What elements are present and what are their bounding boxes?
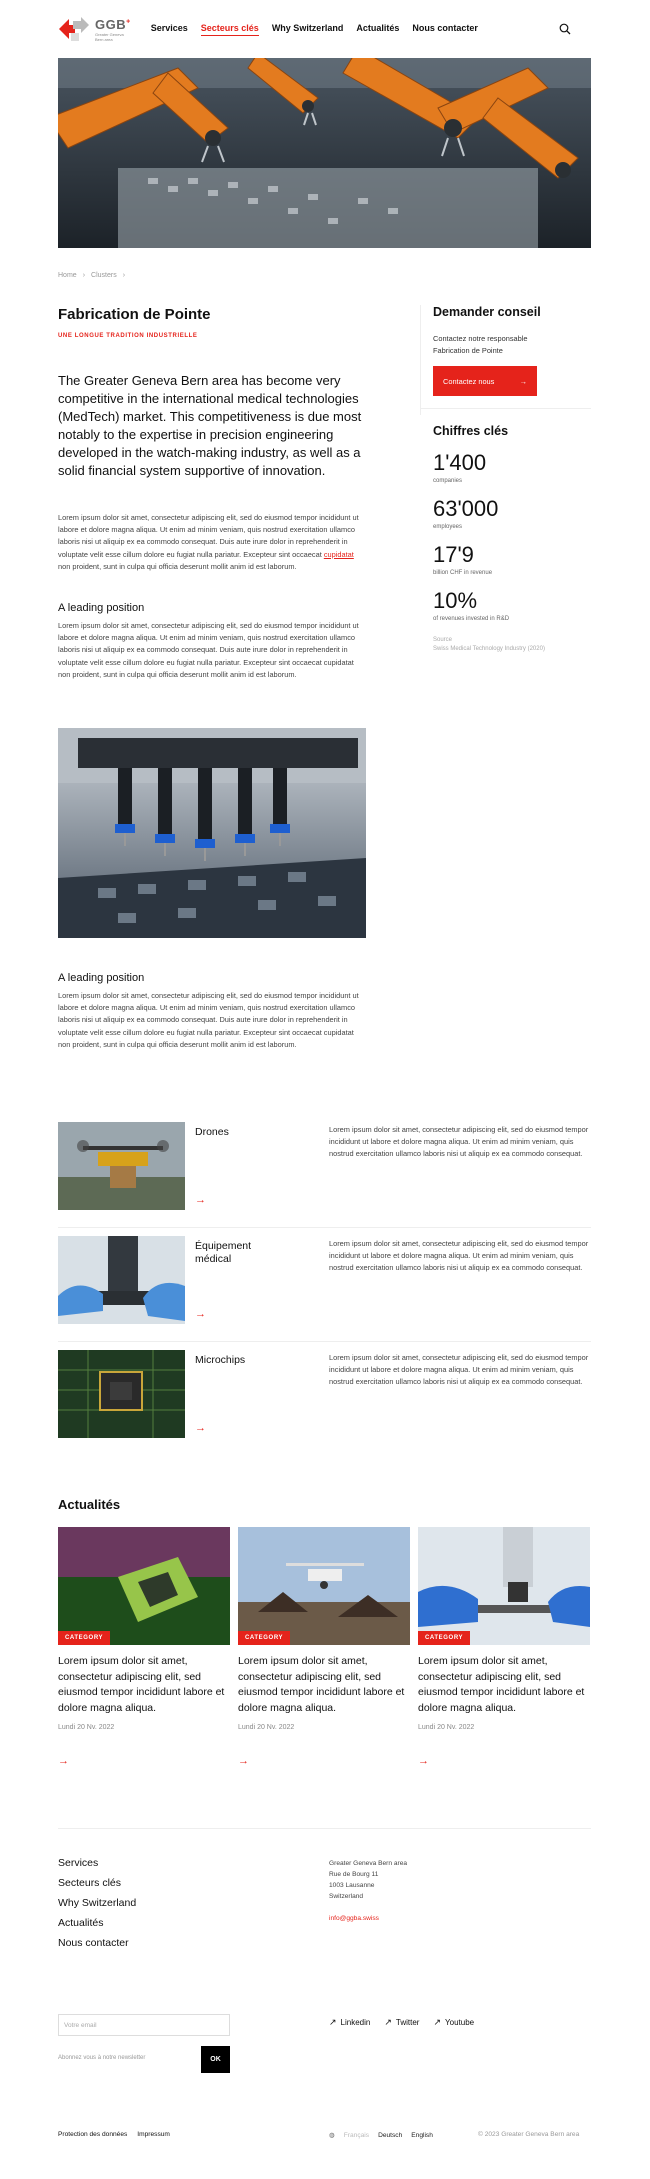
legal-privacy[interactable]: Protection des données xyxy=(58,2131,128,2138)
logo-text: GGB+ xyxy=(95,16,131,32)
arrow-up-right-icon: ↗ xyxy=(384,2017,392,2027)
cluster-list xyxy=(58,1114,591,1456)
social-youtube[interactable]: ↗ Youtube xyxy=(433,2017,475,2027)
stat-companies xyxy=(433,452,591,484)
news-card[interactable] xyxy=(418,1527,590,1767)
news-card[interactable] xyxy=(238,1527,410,1767)
advice-description: Contactez notre responsable Fabrication de Pointe xyxy=(433,334,528,355)
news-category-badge: CATEGORY xyxy=(58,1631,110,1645)
breadcrumb xyxy=(58,272,125,279)
news-card[interactable] xyxy=(58,1527,230,1767)
lang-en[interactable]: English xyxy=(411,2131,433,2139)
social-links xyxy=(329,2017,474,2028)
lang-fr[interactable]: Français xyxy=(343,2131,370,2139)
cluster-description: Lorem ipsum dolor sit amet, consectetur adipiscing elit, sed do eiusmod tempor incididunt ut labore et dolore magna aliqua. Ut enim ad minim veniam, quis nostrud exercitation ullamco laboris nisi ut aliquip ex ea commodo consequat. xyxy=(329,1353,589,1386)
paragraph-1: Lorem ipsum dolor sit amet, consectetur adipiscing elit, sed do eiusmod tempor incididunt ut labore et dolore magna aliqua. Ut enim ad minim veniam, quis nostrud exercitation ullamco laboris nisi ut aliquip ex ea commodo consequat. Duis aute irure dolor in reprehenderit in voluptate velit esse cillum dolore eu fugiat nulla pariatur. Excepteur sint occaecat cupidatat non proident, sunt in culpa qui officia deserunt mollit anim id est laborum. xyxy=(58,513,359,571)
logo[interactable] xyxy=(59,17,131,42)
nav-secteurs-cles[interactable]: Secteurs clés xyxy=(201,23,259,36)
arrow-right-icon[interactable]: → xyxy=(195,1308,206,1320)
news-card-image xyxy=(238,1527,410,1645)
news-card-image xyxy=(418,1527,590,1645)
news-card-title: Lorem ipsum dolor sit amet, consectetur adipiscing elit, sed eiusmod tempor incididunt labore et dolore magna aliqua. xyxy=(58,1655,225,1714)
legal-impressum[interactable]: Impressum xyxy=(137,2131,170,2138)
nav-services[interactable]: Services xyxy=(150,22,188,33)
stat-value: 10% xyxy=(433,588,478,613)
nav-actualites[interactable]: Actualités xyxy=(356,22,400,33)
paragraph-2: Lorem ipsum dolor sit amet, consectetur adipiscing elit, sed do eiusmod tempor incididunt ut labore et dolore magna aliqua. Ut enim ad minim veniam, quis nostrud exercitation ullamco laboris nisi ut aliquip ex ea commodo consequat. Duis aute irure dolor in reprehenderit in voluptate velit esse cillum dolore eu fugiat nulla pariatur. Excepteur sint occaecat cupidatat non proident, sunt in culpa qui officia deserunt mollit anim id est laborum. xyxy=(58,621,359,679)
lang-de[interactable]: Deutsch xyxy=(378,2131,403,2139)
stats-source: Source Swiss Medical Technology Industry (2020) xyxy=(433,637,545,652)
footer-nav-actualites[interactable]: Actualités xyxy=(58,1917,104,1929)
arrow-right-icon[interactable]: → xyxy=(195,1194,206,1206)
cluster-name: Équipement médical xyxy=(195,1240,252,1265)
social-twitter[interactable]: ↗ Twitter xyxy=(384,2017,420,2027)
arrow-up-right-icon: ↗ xyxy=(433,2017,442,2027)
news-card-image xyxy=(58,1527,230,1645)
section-title-2: A leading position xyxy=(58,972,145,984)
stats-title: Chiffres clés xyxy=(433,424,509,438)
arrow-right-icon[interactable]: → xyxy=(195,1422,206,1434)
stat-label: billion CHF in revenue xyxy=(433,570,493,576)
stat-rnd xyxy=(433,590,591,622)
article-image xyxy=(58,728,366,938)
sidebar xyxy=(420,305,591,654)
cluster-item[interactable] xyxy=(58,1114,591,1228)
search-icon[interactable] xyxy=(559,23,571,35)
breadcrumb-home[interactable]: Home xyxy=(58,272,77,279)
news-category-badge: CATEGORY xyxy=(418,1631,470,1645)
logo-tagline: Greater Geneva Bern area xyxy=(95,31,124,42)
page-kicker: UNE LONGUE TRADITION INDUSTRIELLE xyxy=(58,333,198,339)
newsletter-label: Abonnez vous à notre newsletter xyxy=(58,2055,146,2061)
news-list xyxy=(58,1527,591,1767)
page-title: Fabrication de Pointe xyxy=(58,306,211,323)
breadcrumb-clusters[interactable]: Clusters xyxy=(91,272,117,279)
footer-nav-why-switzerland[interactable]: Why Switzerland xyxy=(58,1897,137,1909)
arrow-up-right-icon: ↗ xyxy=(329,2017,337,2027)
contact-button[interactable] xyxy=(433,366,537,396)
stat-employees xyxy=(433,498,591,530)
legal-links xyxy=(58,2131,170,2138)
nav-why-switzerland[interactable]: Why Switzerland xyxy=(271,22,344,33)
news-category-badge: CATEGORY xyxy=(238,1631,290,1645)
advice-title: Demander conseil xyxy=(433,305,541,319)
paragraph-3: Lorem ipsum dolor sit amet, consectetur adipiscing elit, sed do eiusmod tempor incididunt ut labore et dolore magna aliqua. Ut enim ad minim veniam, quis nostrud exercitation ullamco laboris nisi ut aliquip ex ea commodo consequat. Duis aute irure dolor in reprehenderit in voluptate velit esse cillum dolore eu fugiat nulla pariatur. Excepteur sint occaecat cupidatat non proident, sunt in culpa qui officia deserunt mollit anim id est laborum. xyxy=(58,991,359,1049)
footer-address: Greater Geneva Bern area Rue de Bourg 11 1003 Lausanne Switzerland xyxy=(329,1860,408,1900)
footer-email-link[interactable]: info@ggba.swiss xyxy=(329,1915,379,1922)
news-section-title: Actualités xyxy=(58,1497,121,1512)
logo-mark-icon xyxy=(59,17,89,41)
newsletter-email-input[interactable]: Votre email xyxy=(58,2014,230,2036)
cluster-image-drones xyxy=(58,1122,185,1210)
arrow-right-icon[interactable]: → xyxy=(58,1755,69,1767)
arrow-right-icon[interactable]: → xyxy=(238,1755,249,1767)
stat-value: 17'9 xyxy=(433,542,474,567)
footer-divider xyxy=(58,1828,591,1829)
stat-label: of revenues invested in R&D xyxy=(433,616,510,622)
arrow-right-icon: → xyxy=(519,376,527,386)
lead-paragraph: The Greater Geneva Bern area has become very competitive in the international medical technologies (MedTech) market. This competitiveness is due most notably to the expertise in precision engineering developed in the watch-making industry, as well as a solid financial system supportive of innovation. xyxy=(58,373,362,478)
stat-value: 1'400 xyxy=(433,450,487,475)
social-linkedin[interactable]: ↗ Linkedin xyxy=(329,2017,371,2027)
cluster-description: Lorem ipsum dolor sit amet, consectetur adipiscing elit, sed do eiusmod tempor incididunt ut labore et dolore magna aliqua. Ut enim ad minim veniam, quis nostrud exercitation ullamco laboris nisi ut aliquip ex ea commodo consequat. xyxy=(329,1125,589,1158)
footer-nav-services[interactable]: Services xyxy=(58,1857,99,1869)
newsletter-submit-button[interactable]: OK xyxy=(201,2046,230,2073)
stat-revenue xyxy=(433,544,591,576)
cluster-item[interactable] xyxy=(58,1342,591,1456)
news-card-title: Lorem ipsum dolor sit amet, consectetur adipiscing elit, sed eiusmod tempor incididunt labore et dolore magna aliqua. xyxy=(238,1655,405,1714)
footer-nav-secteurs-cles[interactable]: Secteurs clés xyxy=(58,1877,122,1889)
contact-button-label: Contactez nous xyxy=(443,376,495,386)
stat-value: 63'000 xyxy=(433,496,499,521)
main-nav xyxy=(151,23,478,36)
cluster-item[interactable] xyxy=(58,1228,591,1342)
nav-nous-contacter[interactable]: Nous contacter xyxy=(412,22,478,33)
news-card-title: Lorem ipsum dolor sit amet, consectetur adipiscing elit, sed eiusmod tempor incididunt labore et dolore magna aliqua. xyxy=(418,1655,585,1714)
cluster-name: Drones xyxy=(195,1126,229,1138)
site-header xyxy=(58,0,591,58)
news-card-date: Lundi 20 Nv. 2022 xyxy=(58,1724,115,1731)
inline-link[interactable]: cupidatat xyxy=(323,549,354,559)
section-title-1: A leading position xyxy=(58,602,145,614)
stat-label: employees xyxy=(433,524,463,530)
stat-label: companies xyxy=(433,478,463,484)
globe-icon: ◍ xyxy=(329,2132,335,2139)
cluster-description: Lorem ipsum dolor sit amet, consectetur adipiscing elit, sed do eiusmod tempor incididunt ut labore et dolore magna aliqua. Ut enim ad minim veniam, quis nostrud exercitation ullamco laboris nisi ut aliquip ex ea commodo consequat. xyxy=(329,1239,589,1272)
footer-nav xyxy=(58,1857,136,1957)
news-card-date: Lundi 20 Nv. 2022 xyxy=(418,1724,475,1731)
arrow-right-icon[interactable]: → xyxy=(418,1755,429,1767)
cluster-image-medical xyxy=(58,1236,185,1324)
hero-image xyxy=(58,58,591,248)
cluster-name: Microchips xyxy=(195,1354,246,1366)
cluster-image-microchips xyxy=(58,1350,185,1438)
language-switcher xyxy=(329,2131,433,2139)
copyright: © 2023 Greater Geneva Bern area xyxy=(478,2131,580,2138)
footer-nav-nous-contacter[interactable]: Nous contacter xyxy=(58,1937,129,1949)
chevron-right-icon: › xyxy=(82,272,86,279)
news-card-date: Lundi 20 Nv. 2022 xyxy=(238,1724,295,1731)
chevron-right-icon: › xyxy=(122,272,126,279)
